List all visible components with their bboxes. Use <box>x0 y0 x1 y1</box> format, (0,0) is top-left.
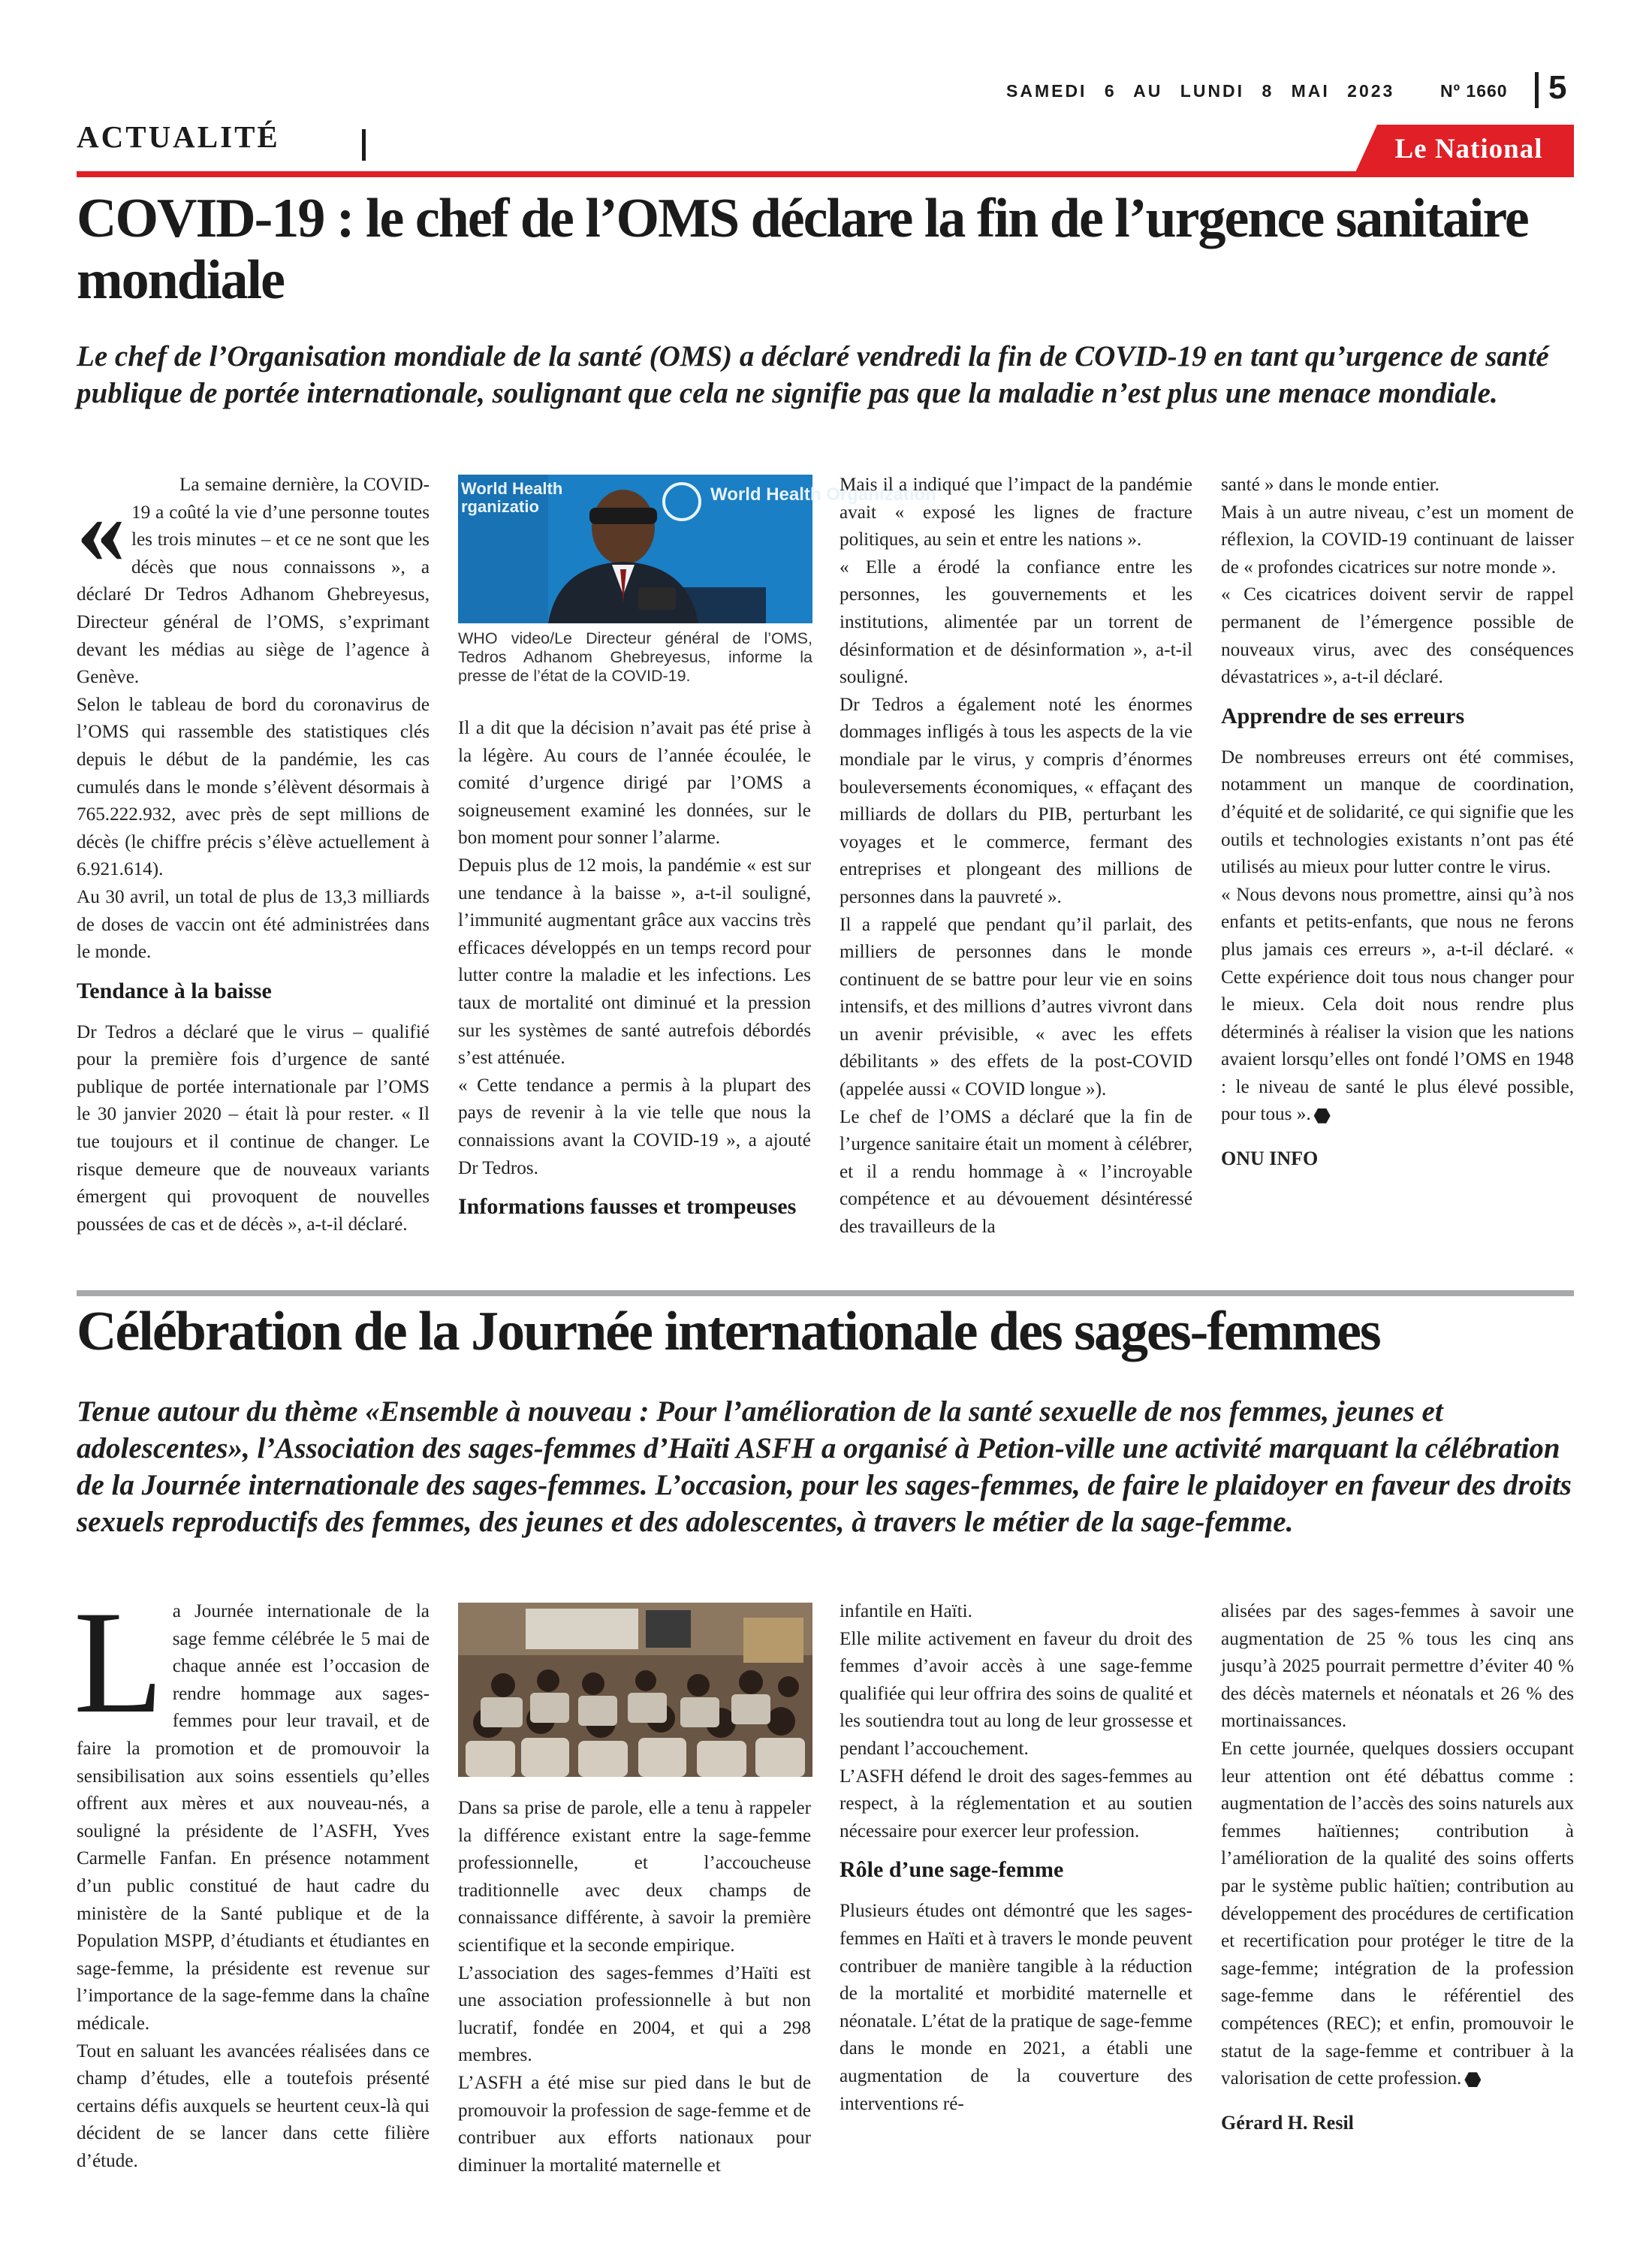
backdrop-text-right: World Health Organization <box>710 484 936 505</box>
article-2-byline: Gérard H. Resil <box>1221 2111 1354 2134</box>
midwives-event-photo <box>458 1603 812 1777</box>
article-2-col2-para-2: L’association des sages-femmes d’Haïti est une association professionnelle à but non lucratif, fondée en 2004, et qui a 298 membres. <box>458 1962 811 2066</box>
article-1-col4-para-2: Mais à un autre niveau, c’est un moment de réflexion, la COVID-19 continuant de laisser de « profondes cicatrices sur notre monde ». <box>1221 502 1574 578</box>
article-1-col1-para-4: Dr Tedros a déclaré que le virus – qualifié pour la première fois d’urgence de santé publique de portée internationale par l’OMS le 30 janvier 2020 – était là pour rester. « Il tue toujours et il continue de changer. Le risque demeure que de nouveaux variants émergent qui provoquent de nouvelles poussées de cas et de décès », a-t-il déclaré. <box>77 1021 430 1235</box>
issue-number: Nº 1660 <box>1440 81 1508 101</box>
backdrop-text-left: World Health <box>461 479 563 498</box>
article-1-column-2 <box>458 715 811 1235</box>
article-1-lead: Le chef de l’Organisation mondiale de la santé (OMS) a déclaré vendredi la fin de COVID-19 en tant qu’urgence de santé publique de portée internationale, soulignant que cela ne signifie pas que la maladie n’est plus une menace mondiale. <box>77 340 1549 409</box>
article-2-column-1 <box>74 1581 430 2175</box>
article-2-col1-para-2: Tout en saluant les avancées réalisées dans ce champ d’études, elle a toutefois présenté certains défis auxquels se heurtent ceux-là qui décident de se lancer dans cette filière d’étude. <box>77 2040 430 2171</box>
article-1-col2-para-2: Depuis plus de 12 mois, la pandémie « est sur une tendance à la baisse », a-t-il souligné, l’immunité augmentant grâce aux vaccins très efficaces développés en un temps record pour lutter contre la maladie et les infections. Les taux de mortalité ont diminué et la pression sur les systèmes de santé autrefois débordés s’est atténuée. <box>458 855 811 1069</box>
issue-date: SAMEDI 6 AU LUNDI 8 MAI 2023 <box>1006 81 1395 101</box>
quote-dropcap: « <box>77 476 125 584</box>
article-divider <box>77 1290 1574 1296</box>
header-divider <box>1535 72 1539 108</box>
article-2-col3-para-3: L’ASFH défend le droit des sages-femmes au respect, à la réglementation et au soutien nécessaire pour exercer leur profession. <box>840 1766 1192 1841</box>
subhead-role: Rôle d’une sage-femme <box>840 1857 1064 1883</box>
article-2-col3-para-2: Elle milite activement en faveur du droit des femmes d’avoir accès à une sage-femme qualifiée qui leur offrira des soins de qualité et les soutiendra tout au long de leur grossesse et pendant l’accouchement. <box>840 1628 1192 1759</box>
article-1-col1-para-3: Au 30 avril, un total de plus de 13,3 milliards de doses de vaccin ont été administrées dans le monde. <box>77 886 430 963</box>
svg-text:rganizatio: rganizatio <box>461 497 539 516</box>
photo-1-caption: WHO video/Le Directeur général de l’OMS, Tedros Adhanom Ghebreyesus, informe la presse de l’état de la COVID-19. <box>458 629 812 685</box>
article-1-col3-para-1: Mais il a indiqué que l’impact de la pandémie avait « exposé les lignes de fracture politiques, au sein et entre les nations ». <box>840 475 1192 550</box>
article-1-col4-para-1: santé » dans le monde entier. <box>1221 475 1439 495</box>
article-2-col4-para-1: alisées par des sages-femmes à savoir une augmentation de 25 % tous les cinq ans jusqu’à 2025 pourrait permettre d’éviter 40 % des décès maternels et néonatals et 26 % des mortinaissances. <box>1221 1601 1574 1732</box>
article-1-column-1 <box>77 472 430 1238</box>
article-1-byline: ONU INFO <box>1221 1148 1319 1170</box>
article-2-col4-para-2: En cette journée, quelques dossiers occupant leur attention ont été débattus comme : augmentation de l’accès des soins naturels aux femmes haïtiennes; contribution à l’amélioration de la qualité des soins offerts par le système public haïtien; contribution au développement des procédures de certification et recertification pour protéger le titre de la sage-femme; intégration de la profession sage-femme dans le référentiel des compétences (REC); et enfin, promouvoir le statut de la sage-femme et contribuer à la valorisation de cette profession. <box>1221 1738 1575 2089</box>
article-2-col2-para-3: L’ASFH a été mise sur pied dans le but de promouvoir la profession de sage-femme et de contribuer aux efforts nationaux pour diminuer la mortalité maternelle et <box>458 2072 811 2176</box>
article-2-column-2 <box>458 1795 811 2179</box>
article-1-col4-para-4: De nombreuses erreurs ont été commises, notamment un manque de coordination, d’équité et de solidarité, ce qui signifie que les outils et technologies existants n’ont pas été utilisés au mieux pour lutter contre le virus. <box>1221 746 1574 878</box>
article-1-col3-para-4: Il a rappelé que pendant qu’il parlait, des milliers de personnes dans le monde continuent de se battre pour leur vie en soins intensifs, et des millions d’autres vivront dans un avenir prévisible, « avec les effets débilitants » des effets de la post-COVID (appelée aussi « COVID longue »). <box>840 914 1192 1100</box>
article-2-col1-para-1: La Journée internationale de la sage femme célébrée le 5 mai de chaque année est l’occasion de rendre hommage aux sages-femmes pour leur travail, et de faire la promotion et de promouvoir la sensibilisation aux soins essentiels qu’elles offrent aux mères et aux nouveau-nés, a souligné la présidente de l’ASFH, Yves Carmelle Fanfan. En présence notamment d’un public constitué de haut cadre du ministère de la Santé publique et de la Population MSPP, d’étudiants et étudiantes en sage-femme, la présidente est revenue sur l’importance de la sage-femme dans la chaîne médicale. <box>74 1581 430 2034</box>
article-1-col3-para-3: Dr Tedros a également noté les énormes dommages infligés à tous les aspects de la vie mondiale par le virus, y compris d’énormes bouleversements économiques, « effaçant des milliards de dollars du PIB, perturbant les voyages et le commerce, fermant des entreprises et plongeant des millions de personnes dans la pauvreté ». <box>840 694 1192 907</box>
article-2-title: Célébration de la Journée internationale des sages-femmes <box>77 1301 1380 1362</box>
newspaper-name: Le National <box>1394 134 1543 164</box>
article-1-col1-para-2: Selon le tableau de bord du coronavirus de l’OMS qui rassemble des statistiques clés depuis le début de la pandémie, les cas cumulés dans le monde s’élèvent désormais à 765.222.932, avec près de sept millions de décès (le chiffre précis s’élève actuellement à 6.921.614). <box>77 694 430 880</box>
article-2-column-3 <box>840 1598 1192 2118</box>
page-number: 5 <box>1548 69 1567 106</box>
conference-room-illustration <box>458 1603 812 1777</box>
article-2-column-4 <box>1221 1598 1574 2137</box>
subhead-tendance: Tendance à la baisse <box>77 978 272 1003</box>
letter-dropcap: L <box>74 1581 164 1744</box>
subhead-apprendre: Apprendre de ses erreurs <box>1221 703 1465 728</box>
article-1-col2-para-3: « Cette tendance a permis à la plupart des pays de revenir à la vie telle que nous la connaissions avant la COVID-19 », a ajouté Dr Tedros. <box>458 1075 811 1178</box>
who-press-photo <box>458 475 936 623</box>
article-2-col3-para-1: infantile en Haïti. <box>840 1601 972 1621</box>
article-1-title: COVID-19 : le chef de l’OMS déclare la fin de l’urgence sanitaire mondiale <box>77 188 1528 311</box>
brand-rule <box>77 171 1574 177</box>
article-1-col1-para-1: « La semaine dernière, la COVID-19 a coûté la vie d’une personne toutes les trois minutes – et ce ne sont que les décès que nous connaissons », a déclaré Dr Tedros Adhanom Ghebreyesus, Directeur général de l’OMS, s’exprimant devant les médias au siège de l’agence à Genève. <box>77 475 430 688</box>
section-label: ACTUALITÉ <box>77 119 280 154</box>
article-1-col4-para-5: « Nous devons nous promettre, ainsi qu’à nos enfants et petits-enfants, que nous ne ferons plus jamais ces erreurs », a-t-il déclaré. « Cette expérience doit tous nous changer pour le mieux. Cela doit nous rendre plus déterminés à réaliser la vision que les nations avaient lorsqu’elles ont fondé l’OMS en 1948 : le niveau de santé le plus élevé possible, pour tous ». <box>1221 884 1574 1125</box>
article-2-lead: Tenue autour du thème «Ensemble à nouveau : Pour l’amélioration de la santé sexuelle de nos femmes, jeunes et adolescentes», l’Association des sages-femmes d’Haïti ASFH a organisé à Petion-ville une activité marquant la célébration de la Journée internationale des sages-femmes. L’occasion, pour les sages-femmes, de faire le plaidoyer en faveur des droits sexuels reproductifs des femmes, des jeunes et des adolescentes, à travers le métier de la sage-femme. <box>77 1395 1572 1538</box>
article-1-column-4 <box>1221 472 1574 1173</box>
article-2-col2-para-1: Dans sa prise de parole, elle a tenu à rappeler la différence existant entre la sage-femme professionnelle, et l’accoucheuse traditionnelle avec deux champs de connaissance différente, à savoir la première scientifique et la seconde empirique. <box>458 1798 811 1956</box>
article-1-col3-para-2: « Elle a érodé la confiance entre les personnes, les gouvernements et les institutions, alimentée par un torrent de désinformation et de désinformation », a-t-il souligné. <box>840 556 1192 688</box>
end-of-article-icon <box>1314 1108 1331 1123</box>
article-1-col2-para-1: Il a dit que la décision n’avait pas été prise à la légère. Au cours de l’année écoulée, le comité d’urgence dirigé par l’OMS a soigneusement examiné les données, sur le bon moment pour sonner l’alarme. <box>458 718 811 849</box>
article-1-col4-para-3: « Ces cicatrices doivent servir de rappel permanent de l’émergence possible de nouveaux virus, avec des conséquences dévastatrices », a-t-il déclaré. <box>1221 584 1574 688</box>
press-briefing-illustration <box>458 475 936 623</box>
subhead-informations: Informations fausses et trompeuses <box>458 1194 797 1220</box>
article-2-col3-para-4: Plusieurs études ont démontré que les sages-femmes en Haïti et à travers le monde peuvent contribuer de manière tangible à la réduction de la mortalité et morbidité maternelle et néonatale. L’état de la pratique de sage-femme dans le monde en 2021, a établi une augmentation de la couverture des interventions ré- <box>840 1901 1192 2114</box>
article-1-column-3 <box>840 472 1192 1241</box>
article-1-col3-para-5: Le chef de l’OMS a déclaré que la fin de l’urgence sanitaire était un moment à célébrer, et il a rendu hommage à « l’incroyable compétence et au dévouement désintéressé des travailleurs de la <box>840 1106 1192 1238</box>
end-of-article-icon <box>1464 2072 1481 2087</box>
section-divider <box>362 129 366 161</box>
